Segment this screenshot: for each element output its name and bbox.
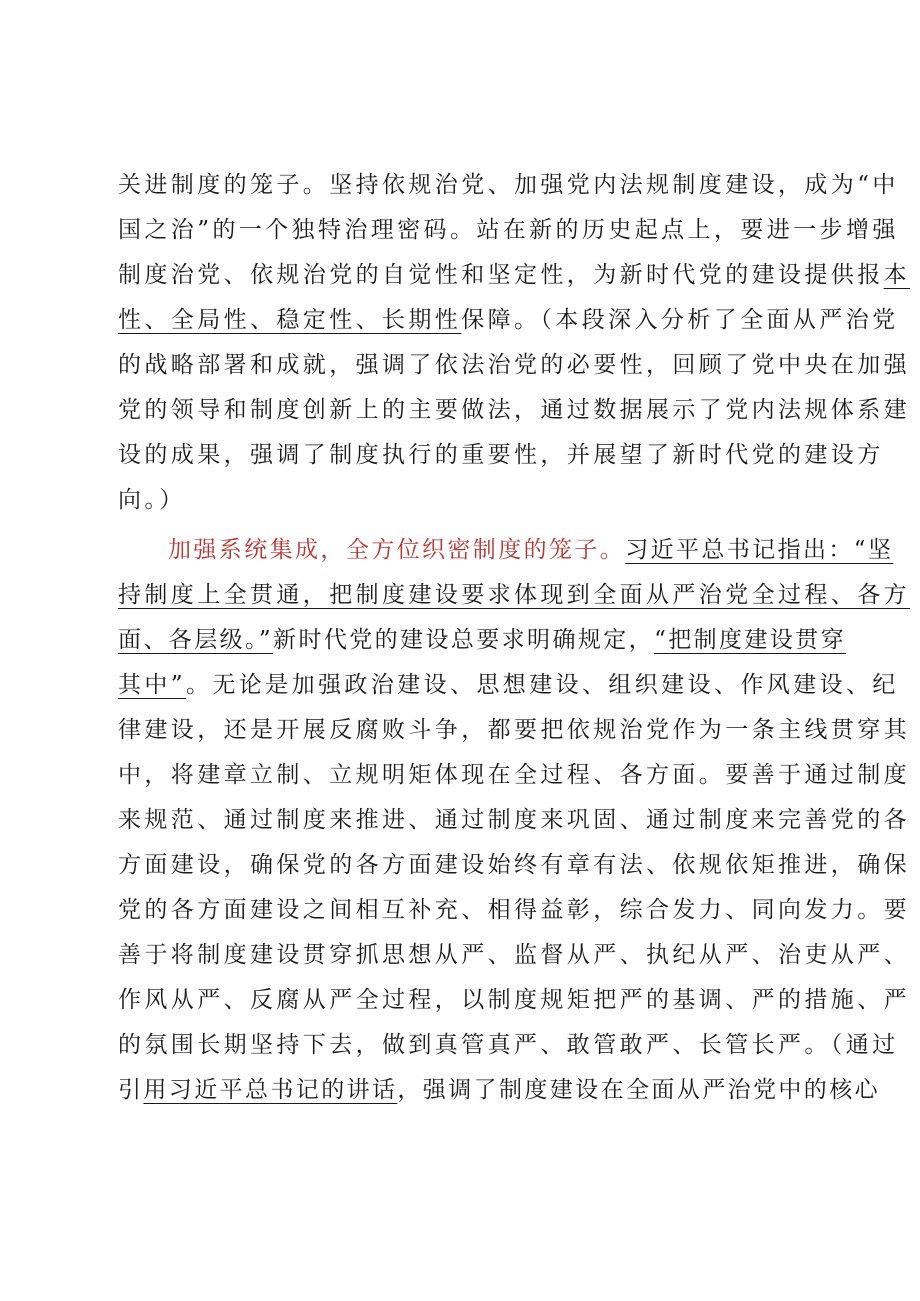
paragraph-2-line-2 — [118, 575, 910, 615]
underlined-quote: 持制度上全贯通，把制度建设要求体现到全面从严治党全过程、各方 — [118, 582, 910, 608]
text-run: 善于将制度建设贯穿抓思想从严、监督从严、执纪从严、治吏从严、 — [118, 942, 910, 968]
paragraph-2-line-11 — [118, 980, 910, 1020]
paragraph-1-line-1 — [118, 165, 899, 205]
text-run: 新时代党的建设总要求明确规定， — [273, 627, 655, 653]
text-run: 设的成果，强调了制度执行的重要性，并展望了新时代党的建设方 — [118, 442, 884, 468]
paragraph-1-line-7 — [118, 435, 884, 475]
paragraph-2-line-8 — [118, 845, 910, 885]
paragraph-2-line-12 — [118, 1025, 899, 1065]
paragraph-2-line-3 — [118, 620, 846, 660]
text-run: 的氛围长期坚持下去，做到真管真严、敢管敢严、长管长严。（通过 — [118, 1032, 899, 1058]
text-run: ，强调了制度建设在全面从严治党中的核心 — [397, 1077, 881, 1103]
text-run: 党的领导和制度创新上的主要做法，通过数据展示了党内法规体系建 — [118, 397, 910, 423]
paragraph-1-line-4 — [118, 300, 899, 340]
text-run: 国之治”的一个独特治理密码。站在新的历史起点上，要进一步增强 — [118, 217, 899, 243]
text-run: 方面建设，确保党的各方面建设始终有章有法、依规依矩推进，确保 — [118, 852, 910, 878]
text-run: 关进制度的笼子。坚持依规治党、加强党内法规制度建设，成为“中 — [118, 172, 899, 198]
paragraph-2-line-4 — [118, 665, 899, 705]
text-run: 向。） — [118, 487, 186, 513]
paragraph-2-line-9 — [118, 890, 910, 930]
paragraph-1-line-5 — [118, 345, 910, 385]
underlined-quote: 用习近平总书记的讲话 — [143, 1077, 398, 1103]
paragraph-2-line-10 — [118, 935, 910, 975]
text-run: 的战略部署和成就，强调了依法治党的必要性，回顾了党中央在加强 — [118, 352, 910, 378]
underlined-quote: “把制度建设贯穿 — [654, 627, 847, 653]
text-run: 引 — [118, 1077, 144, 1103]
underlined-text: 性、全局性、稳定性、长期性 — [118, 307, 462, 333]
underlined-text: 本 — [883, 262, 911, 288]
text-run: 律建设，还是开展反腐败斗争，都要把依规治党作为一条主线贯穿其 — [118, 717, 910, 743]
text-run: 中，将建章立制、立规明矩体现在全过程、各方面。要善于通过制度 — [118, 762, 910, 788]
text-run: 保障。（本段深入分析了全面从严治党 — [461, 307, 899, 333]
paragraph-1-line-2 — [118, 210, 899, 250]
paragraph-1-line-8 — [118, 480, 186, 520]
underlined-quote: 习近平总书记指出：“坚 — [625, 537, 894, 563]
paragraph-2-line-5 — [118, 710, 910, 750]
paragraph-2-line-13 — [118, 1070, 880, 1110]
paragraph-2-line-7 — [118, 800, 910, 840]
section-heading: 加强系统集成，全方位织密制度的笼子。 — [168, 537, 626, 563]
underlined-quote: 其中” — [118, 672, 186, 698]
text-run: 作风从严、反腐从严全过程，以制度规矩把严的基调、严的措施、严 — [118, 987, 910, 1013]
paragraph-2-line-1 — [168, 530, 893, 570]
paragraph-1-line-6 — [118, 390, 910, 430]
underlined-quote: 面、各层级。” — [118, 627, 274, 653]
text-run: 。无论是加强政治建设、思想建设、组织建设、作风建设、纪 — [185, 672, 899, 698]
paragraph-2-line-6 — [118, 755, 910, 795]
text-run: 党的各方面建设之间相互补充、相得益彰，综合发力、同向发力。要 — [118, 897, 910, 923]
paragraph-1-line-3 — [118, 255, 910, 295]
text-run: 来规范、通过制度来推进、通过制度来巩固、通过制度来完善党的各 — [118, 807, 910, 833]
text-run: 制度治党、依规治党的自觉性和坚定性，为新时代党的建设提供报 — [118, 262, 884, 288]
